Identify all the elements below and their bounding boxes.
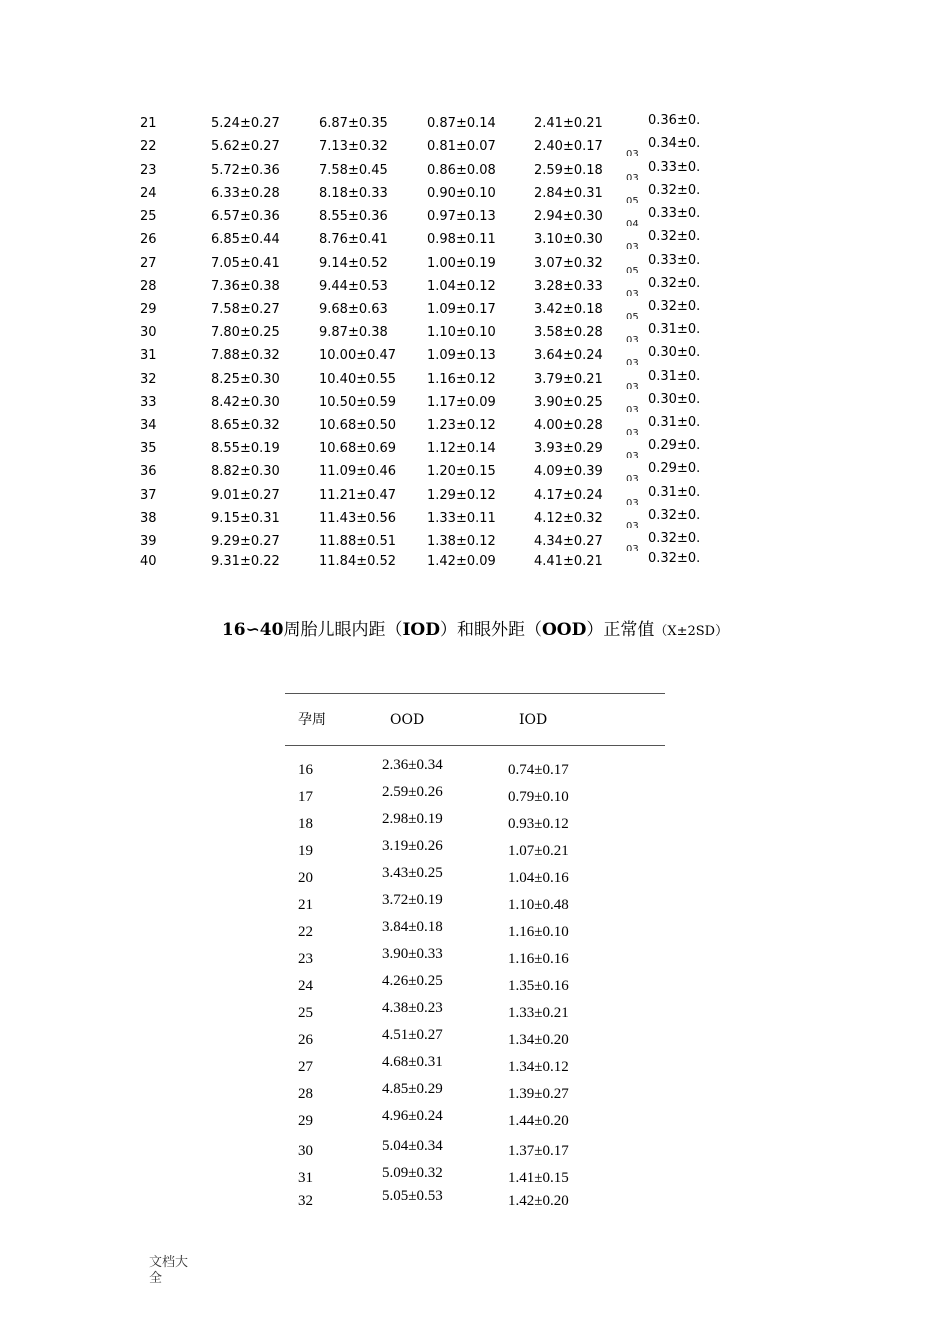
table-row [0, 207, 950, 227]
cell-iod: 1.41±0.15 [508, 1170, 569, 1186]
table-row [285, 755, 665, 779]
cell-value-truncated: 0.32±0. [648, 531, 701, 546]
cell-week: 35 [140, 441, 157, 456]
table-row [0, 552, 950, 572]
table-header-rule [285, 745, 665, 746]
cell-week: 30 [140, 325, 157, 340]
cell-ood: 3.84±0.18 [382, 919, 443, 935]
cell-week: 33 [140, 395, 157, 410]
cell-week: 31 [140, 348, 157, 363]
cell-value: 9.15±0.31 [211, 511, 280, 526]
header-ood: OOD [390, 712, 425, 728]
cell-value-truncated: 0.29±0. [648, 438, 701, 453]
title-text-2: ）和眼外距（ [439, 620, 542, 640]
cell-overflow-fragment: 03 [626, 474, 639, 481]
table-row [0, 114, 950, 134]
cell-value: 7.58±0.45 [319, 163, 388, 178]
cell-value-truncated: 0.36±0. [648, 113, 701, 128]
cell-overflow-fragment: 03 [626, 405, 639, 412]
cell-week: 34 [140, 418, 157, 433]
table-row [285, 1106, 665, 1130]
cell-value-truncated: 0.32±0. [648, 508, 701, 523]
table-row [0, 509, 950, 529]
table-row [285, 1079, 665, 1103]
cell-value-truncated: 0.30±0. [648, 392, 701, 407]
cell-value: 1.10±0.10 [427, 325, 496, 340]
table-top-rule [285, 693, 665, 694]
cell-week: 18 [298, 816, 313, 832]
cell-value-truncated: 0.33±0. [648, 160, 701, 175]
cell-value: 4.00±0.28 [534, 418, 603, 433]
cell-week: 22 [298, 924, 313, 940]
cell-value-truncated: 0.34±0. [648, 136, 701, 151]
cell-value: 2.41±0.21 [534, 116, 603, 131]
cell-value: 2.59±0.18 [534, 163, 603, 178]
cell-value: 0.90±0.10 [427, 186, 496, 201]
cell-overflow-fragment: 05 [626, 266, 639, 273]
cell-week: 29 [298, 1113, 313, 1129]
table-row [0, 254, 950, 274]
table-row [0, 370, 950, 390]
cell-week: 24 [140, 186, 157, 201]
cell-value: 10.68±0.69 [319, 441, 397, 456]
cell-week: 27 [298, 1059, 313, 1075]
cell-week: 23 [140, 163, 157, 178]
cell-week: 28 [298, 1086, 313, 1102]
cell-overflow-fragment: 03 [626, 428, 639, 435]
cell-value: 3.93±0.29 [534, 441, 603, 456]
cell-iod: 0.79±0.10 [508, 789, 569, 805]
cell-ood: 2.36±0.34 [382, 757, 443, 773]
cell-value: 9.01±0.27 [211, 488, 280, 503]
cell-value: 11.21±0.47 [319, 488, 397, 503]
cell-value: 8.55±0.36 [319, 209, 388, 224]
cell-value: 7.36±0.38 [211, 279, 280, 294]
cell-iod: 1.37±0.17 [508, 1143, 569, 1159]
cell-iod: 0.93±0.12 [508, 816, 569, 832]
table-row [0, 416, 950, 436]
cell-value: 7.13±0.32 [319, 139, 388, 154]
cell-value: 1.29±0.12 [427, 488, 496, 503]
cell-iod: 1.33±0.21 [508, 1005, 569, 1021]
cell-value: 1.16±0.12 [427, 372, 496, 387]
cell-value: 9.29±0.27 [211, 534, 280, 549]
cell-ood: 2.98±0.19 [382, 811, 443, 827]
cell-week: 20 [298, 870, 313, 886]
cell-value: 8.25±0.30 [211, 372, 280, 387]
cell-overflow-fragment: 03 [626, 544, 639, 551]
cell-week: 28 [140, 279, 157, 294]
cell-week: 23 [298, 951, 313, 967]
cell-value: 0.98±0.11 [427, 232, 496, 247]
cell-iod: 1.42±0.20 [508, 1193, 569, 1209]
cell-value: 11.88±0.51 [319, 534, 397, 549]
cell-value: 9.31±0.22 [211, 554, 280, 569]
title-format: （X±2SD） [654, 624, 729, 639]
cell-value: 2.84±0.31 [534, 186, 603, 201]
cell-value: 0.86±0.08 [427, 163, 496, 178]
table-row [0, 346, 950, 366]
cell-value-truncated: 0.31±0. [648, 322, 701, 337]
table-row [285, 1025, 665, 1049]
cell-value: 4.34±0.27 [534, 534, 603, 549]
cell-overflow-fragment: 03 [626, 498, 639, 505]
cell-week: 32 [140, 372, 157, 387]
table-row [285, 944, 665, 968]
cell-week: 24 [298, 978, 313, 994]
cell-value: 9.87±0.38 [319, 325, 388, 340]
cell-value: 3.58±0.28 [534, 325, 603, 340]
cell-value-truncated: 0.33±0. [648, 253, 701, 268]
cell-value: 2.94±0.30 [534, 209, 603, 224]
header-week: 孕周 [298, 712, 326, 728]
table-row [285, 971, 665, 995]
cell-overflow-fragment: 03 [626, 521, 639, 528]
cell-ood: 2.59±0.26 [382, 784, 443, 800]
cell-value: 5.24±0.27 [211, 116, 280, 131]
header-iod: IOD [519, 712, 548, 728]
table-row [285, 809, 665, 833]
cell-overflow-fragment: 03 [626, 382, 639, 389]
cell-week: 19 [298, 843, 313, 859]
cell-value: 8.65±0.32 [211, 418, 280, 433]
table-row [285, 1163, 665, 1187]
cell-value: 7.80±0.25 [211, 325, 280, 340]
cell-value-truncated: 0.32±0. [648, 551, 701, 566]
table-row [0, 300, 950, 320]
cell-ood: 4.85±0.29 [382, 1081, 443, 1097]
table-title [0, 616, 950, 646]
cell-week: 39 [140, 534, 157, 549]
cell-overflow-fragment: 05 [626, 312, 639, 319]
cell-value: 3.10±0.30 [534, 232, 603, 247]
cell-value: 3.07±0.32 [534, 256, 603, 271]
cell-week: 40 [140, 554, 157, 569]
cell-iod: 1.34±0.20 [508, 1032, 569, 1048]
cell-value: 5.62±0.27 [211, 139, 280, 154]
cell-value: 8.76±0.41 [319, 232, 388, 247]
cell-week: 27 [140, 256, 157, 271]
cell-value: 11.09±0.46 [319, 464, 397, 479]
footer-label: 文档大全 [149, 1255, 189, 1286]
cell-ood: 4.38±0.23 [382, 1000, 443, 1016]
cell-value: 1.17±0.09 [427, 395, 496, 410]
cell-value-truncated: 0.30±0. [648, 345, 701, 360]
cell-value: 4.09±0.39 [534, 464, 603, 479]
cell-value-truncated: 0.29±0. [648, 461, 701, 476]
cell-week: 30 [298, 1143, 313, 1159]
cell-ood: 3.90±0.33 [382, 946, 443, 962]
cell-ood: 4.51±0.27 [382, 1027, 443, 1043]
cell-value: 10.40±0.55 [319, 372, 397, 387]
cell-value-truncated: 0.32±0. [648, 183, 701, 198]
cell-value: 6.57±0.36 [211, 209, 280, 224]
table-row [0, 323, 950, 343]
table-row [0, 137, 950, 157]
cell-iod: 1.07±0.21 [508, 843, 569, 859]
cell-value-truncated: 0.32±0. [648, 229, 701, 244]
cell-value: 1.00±0.19 [427, 256, 496, 271]
cell-value: 7.58±0.27 [211, 302, 280, 317]
cell-value: 7.05±0.41 [211, 256, 280, 271]
cell-value: 1.12±0.14 [427, 441, 496, 456]
cell-overflow-fragment: 04 [626, 219, 639, 226]
cell-week: 31 [298, 1170, 313, 1186]
cell-overflow-fragment: 03 [626, 358, 639, 365]
cell-iod: 0.74±0.17 [508, 762, 569, 778]
cell-week: 29 [140, 302, 157, 317]
cell-iod: 1.35±0.16 [508, 978, 569, 994]
cell-ood: 4.96±0.24 [382, 1108, 443, 1124]
cell-ood: 4.68±0.31 [382, 1054, 443, 1070]
cell-value-truncated: 0.32±0. [648, 276, 701, 291]
cell-week: 16 [298, 762, 313, 778]
table-row [285, 1052, 665, 1076]
cell-iod: 1.16±0.16 [508, 951, 569, 967]
cell-value: 4.41±0.21 [534, 554, 603, 569]
cell-ood: 5.04±0.34 [382, 1138, 443, 1154]
cell-iod: 1.39±0.27 [508, 1086, 569, 1102]
cell-week: 22 [140, 139, 157, 154]
table-row [0, 230, 950, 250]
table-row [0, 161, 950, 181]
cell-value: 11.84±0.52 [319, 554, 397, 569]
table-row [285, 1186, 665, 1210]
title-ood: OOD [541, 620, 587, 640]
table-row [285, 890, 665, 914]
cell-value: 1.42±0.09 [427, 554, 496, 569]
cell-iod: 1.16±0.10 [508, 924, 569, 940]
cell-week: 37 [140, 488, 157, 503]
cell-overflow-fragment: 03 [626, 289, 639, 296]
cell-value: 10.68±0.50 [319, 418, 397, 433]
table-row [0, 486, 950, 506]
table-row [285, 836, 665, 860]
cell-value: 8.18±0.33 [319, 186, 388, 201]
cell-week: 38 [140, 511, 157, 526]
cell-week: 32 [298, 1193, 313, 1209]
cell-value: 11.43±0.56 [319, 511, 397, 526]
table-row [285, 1136, 665, 1160]
cell-value: 9.44±0.53 [319, 279, 388, 294]
table-row [285, 917, 665, 941]
cell-ood: 5.05±0.53 [382, 1188, 443, 1204]
cell-overflow-fragment: 03 [626, 451, 639, 458]
cell-value: 6.85±0.44 [211, 232, 280, 247]
cell-week: 17 [298, 789, 313, 805]
cell-value: 8.55±0.19 [211, 441, 280, 456]
cell-value: 3.90±0.25 [534, 395, 603, 410]
cell-iod: 1.44±0.20 [508, 1113, 569, 1129]
cell-value: 9.68±0.63 [319, 302, 388, 317]
cell-value: 8.42±0.30 [211, 395, 280, 410]
cell-value: 8.82±0.30 [211, 464, 280, 479]
cell-value: 9.14±0.52 [319, 256, 388, 271]
title-week-range: 16∽40 [221, 620, 284, 640]
cell-overflow-fragment: 03 [626, 335, 639, 342]
cell-value: 7.88±0.32 [211, 348, 280, 363]
cell-value: 1.38±0.12 [427, 534, 496, 549]
cell-value: 4.12±0.32 [534, 511, 603, 526]
cell-value: 0.97±0.13 [427, 209, 496, 224]
table-row [0, 184, 950, 204]
cell-ood: 5.09±0.32 [382, 1165, 443, 1181]
cell-value: 5.72±0.36 [211, 163, 280, 178]
cell-value: 3.42±0.18 [534, 302, 603, 317]
cell-ood: 3.72±0.19 [382, 892, 443, 908]
continued-measurement-table [0, 0, 950, 580]
table-row [285, 782, 665, 806]
cell-week: 25 [298, 1005, 313, 1021]
table-row [0, 393, 950, 413]
cell-value: 1.09±0.13 [427, 348, 496, 363]
table-row [0, 439, 950, 459]
cell-value: 3.28±0.33 [534, 279, 603, 294]
cell-overflow-fragment: 05 [626, 196, 639, 203]
table-row [285, 998, 665, 1022]
cell-value: 1.33±0.11 [427, 511, 496, 526]
cell-value: 3.64±0.24 [534, 348, 603, 363]
table-row [0, 462, 950, 482]
cell-week: 26 [140, 232, 157, 247]
cell-value: 2.40±0.17 [534, 139, 603, 154]
title-text-3: ）正常值 [586, 620, 655, 640]
cell-week: 21 [140, 116, 157, 131]
cell-week: 26 [298, 1032, 313, 1048]
title-iod: IOD [402, 620, 440, 640]
cell-iod: 1.04±0.16 [508, 870, 569, 886]
cell-overflow-fragment: 03 [626, 173, 639, 180]
cell-value: 1.23±0.12 [427, 418, 496, 433]
cell-value: 10.50±0.59 [319, 395, 397, 410]
cell-value: 6.33±0.28 [211, 186, 280, 201]
cell-value: 1.09±0.17 [427, 302, 496, 317]
cell-value: 6.87±0.35 [319, 116, 388, 131]
title-text-1: 周胎儿眼内距（ [283, 620, 403, 640]
table-row [0, 532, 950, 552]
cell-iod: 1.34±0.12 [508, 1059, 569, 1075]
cell-value: 3.79±0.21 [534, 372, 603, 387]
cell-ood: 4.26±0.25 [382, 973, 443, 989]
cell-ood: 3.43±0.25 [382, 865, 443, 881]
cell-value-truncated: 0.33±0. [648, 206, 701, 221]
cell-value-truncated: 0.31±0. [648, 485, 701, 500]
table-row [285, 863, 665, 887]
cell-value: 0.87±0.14 [427, 116, 496, 131]
cell-value: 1.04±0.12 [427, 279, 496, 294]
cell-value: 4.17±0.24 [534, 488, 603, 503]
cell-week: 36 [140, 464, 157, 479]
cell-iod: 1.10±0.48 [508, 897, 569, 913]
cell-week: 21 [298, 897, 313, 913]
cell-week: 25 [140, 209, 157, 224]
table-row [0, 277, 950, 297]
cell-value: 1.20±0.15 [427, 464, 496, 479]
cell-value: 0.81±0.07 [427, 139, 496, 154]
cell-ood: 3.19±0.26 [382, 838, 443, 854]
cell-value-truncated: 0.31±0. [648, 415, 701, 430]
cell-value-truncated: 0.32±0. [648, 299, 701, 314]
cell-overflow-fragment: 03 [626, 149, 639, 156]
cell-value-truncated: 0.31±0. [648, 369, 701, 384]
cell-value: 10.00±0.47 [319, 348, 397, 363]
iod-ood-table [285, 693, 665, 1213]
cell-overflow-fragment: 03 [626, 242, 639, 249]
